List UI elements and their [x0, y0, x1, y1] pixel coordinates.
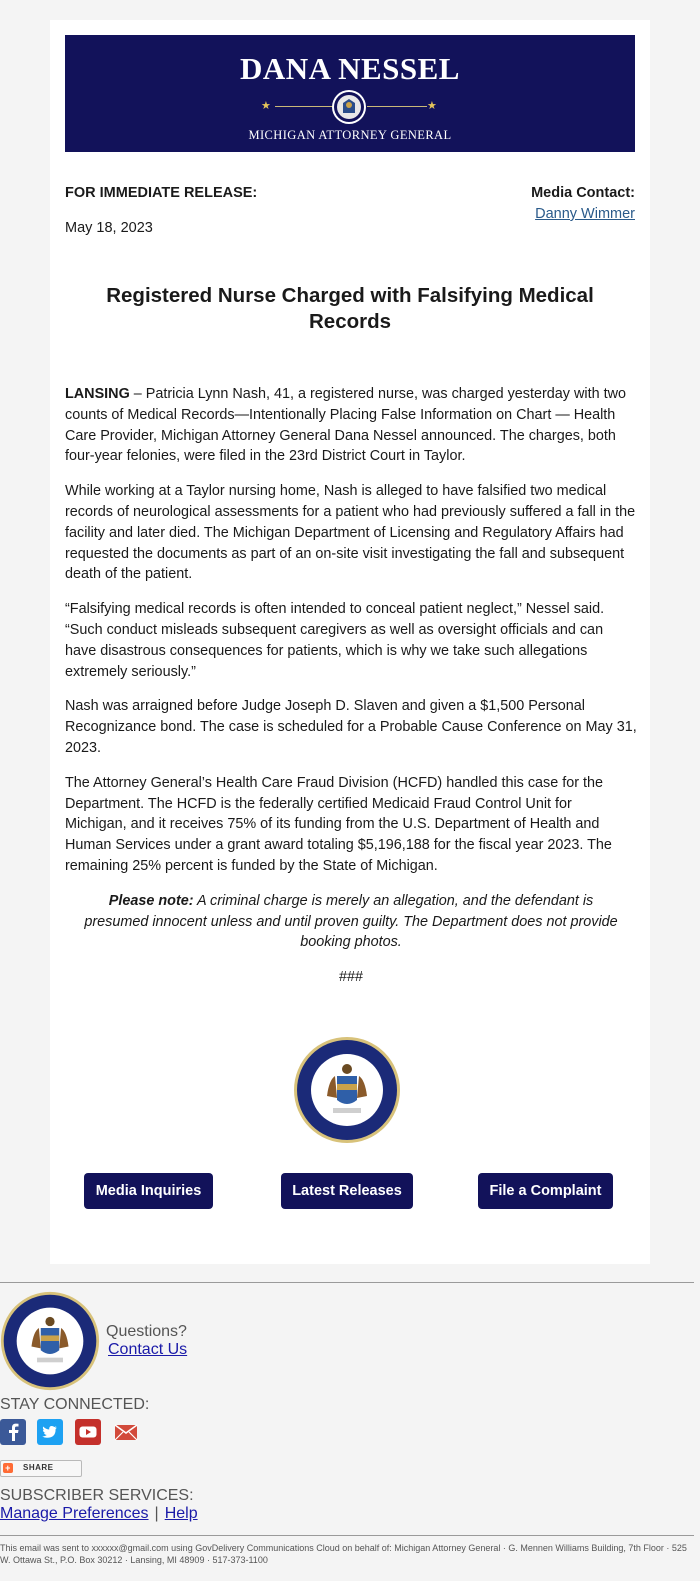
state-seal-icon	[331, 89, 367, 125]
manage-preferences-link[interactable]: Manage Preferences	[0, 1505, 149, 1522]
banner-rule-left	[275, 106, 335, 107]
twitter-icon[interactable]	[37, 1419, 63, 1445]
banner-subtitle: MICHIGAN ATTORNEY GENERAL	[248, 128, 452, 142]
fine-print: This email was sent to xxxxxx@gmail.com using GovDelivery Communications Cloud on behalf of: Michigan Attorney General · G. Mennen Williams Building, 7th Floor · 525 W. Ottawa St., P.O. Box 30212 · Lansing, MI 48909 · 517-373-1100	[0, 1543, 687, 1565]
footer-seal-icon	[0, 1291, 100, 1391]
paragraph-3: “Falsifying medical records is often intended to conceal patient neglect,” Nessel said. “Such conduct misleads subsequent caregivers as well as oversight officials and can have disastrous consequences for patients, which is why we take such allegations extremely seriously.”	[65, 601, 605, 680]
banner-rule-right	[367, 106, 427, 107]
star-icon: ★	[427, 100, 437, 112]
release-label: FOR IMMEDIATE RELEASE:	[65, 185, 258, 201]
share-button[interactable]	[0, 1460, 82, 1477]
share-label: SHARE	[23, 1463, 54, 1472]
media-contact-link[interactable]: Danny Wimmer	[535, 206, 635, 222]
paragraph-2: While working at a Taylor nursing home, Nash is alleged to have falsified two medical records of neurological assessments for a patient who had previously suffered a fall in the facility and later died. The Michigan Department of Licensing and Regulatory Affairs had requested the documents as part of an on-site visit investigating the fall and subsequent death of the patient.	[65, 483, 636, 583]
link-separator: |	[154, 1505, 159, 1522]
facebook-icon[interactable]	[0, 1419, 26, 1445]
plus-icon: +	[3, 1463, 13, 1473]
paragraph-1	[65, 384, 637, 467]
star-icon: ★	[261, 100, 271, 112]
paragraph-1-text: – Patricia Lynn Nash, 41, a registered nurse, was charged yesterday with two counts of Medical Records—Intentionally Placing False Information on Chart — Health Care Provider, Michigan Attorney General Dana Nessel announced. The charges, both four-year felonies, were filed in the 23rd District Court in Taylor.	[65, 386, 626, 465]
note-label: Please note:	[108, 892, 194, 909]
disclaimer-note	[77, 891, 625, 953]
email-icon[interactable]	[113, 1419, 139, 1445]
attorney-general-seal-icon	[293, 1036, 401, 1144]
contact-us-link[interactable]: Contact Us	[108, 1341, 188, 1358]
note-text: A criminal charge is merely an allegation, and the defendant is presumed innocent unless and until proven guilty. The Department does not provide booking photos.	[84, 892, 618, 951]
release-date: May 18, 2023	[65, 220, 153, 236]
paragraph-4: Nash was arraigned before Judge Joseph D. Slaven and given a $1,500 Personal Recognizance bond. The case is scheduled for a Probable Cause Conference on May 31, 2023.	[65, 698, 637, 756]
header-banner	[65, 35, 635, 152]
media-inquiries-button[interactable]: Media Inquiries	[84, 1173, 213, 1209]
help-link[interactable]: Help	[164, 1505, 198, 1522]
questions-label: Questions?	[106, 1323, 187, 1340]
banner-name: DANA NESSEL	[240, 51, 460, 86]
stay-connected-label: STAY CONNECTED:	[0, 1396, 150, 1413]
subscriber-services-label: SUBSCRIBER SERVICES:	[0, 1487, 194, 1504]
paragraph-5: The Attorney General’s Health Care Fraud Division (HCFD) handled this case for the Department. The HCFD is the federally certified Medicaid Fraud Control Unit for Michigan, and it receives 75% of its funding from the U.S. Department of Health and Human Services under a grant award totaling $5,196,188 for the fiscal year 2023. The remaining 25% percent is funded by the State of Michigan.	[65, 774, 612, 874]
article-body	[65, 384, 637, 1002]
file-complaint-button[interactable]: File a Complaint	[478, 1173, 613, 1209]
email-card	[50, 20, 650, 1264]
subscriber-links	[0, 1505, 198, 1523]
headline: Registered Nurse Charged with Falsifying Medical Records	[106, 284, 594, 333]
media-contact-label: Media Contact:	[531, 185, 635, 201]
latest-releases-button[interactable]: Latest Releases	[281, 1173, 413, 1209]
fineprint-divider	[0, 1535, 694, 1536]
dateline: LANSING	[65, 386, 130, 402]
end-mark: ###	[338, 969, 363, 986]
footer-divider	[0, 1282, 694, 1283]
youtube-icon[interactable]	[75, 1419, 101, 1445]
